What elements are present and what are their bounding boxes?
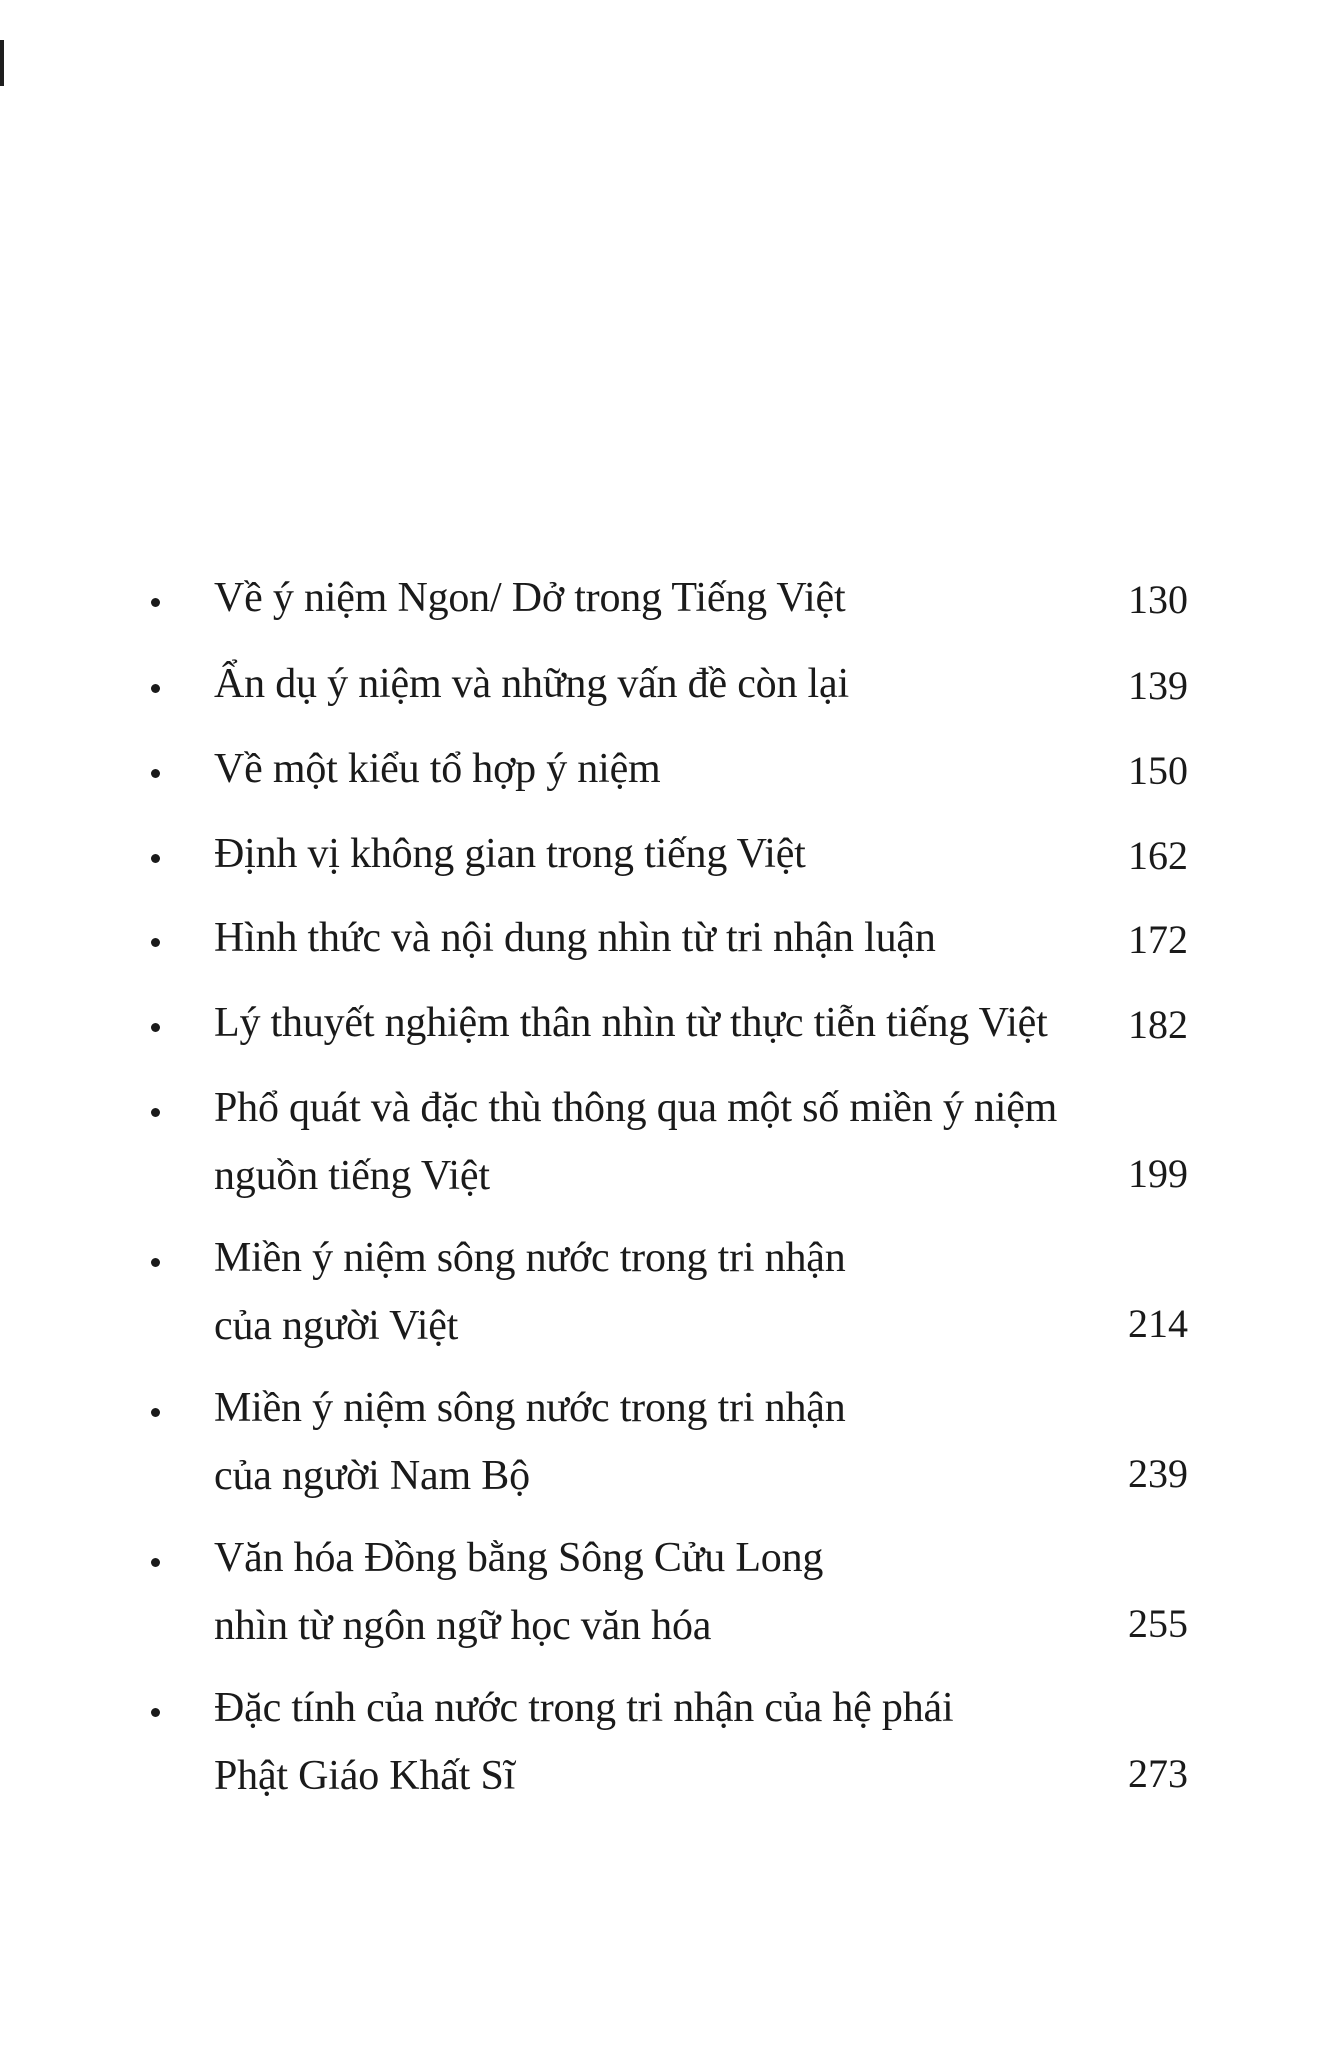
toc-entry-title-continued: nguồn tiếng Việt xyxy=(214,1153,490,1199)
toc-entry-title: Phổ quát và đặc thù thông qua một số miền ý niệm xyxy=(214,1085,1058,1131)
bullet-icon xyxy=(151,854,160,863)
bullet-icon xyxy=(151,938,160,947)
bullet-icon xyxy=(151,684,160,693)
toc-entry-title-continued: của người Việt xyxy=(214,1303,459,1349)
toc-entry-title-continued: nhìn từ ngôn ngữ học văn hóa xyxy=(214,1603,712,1649)
toc-entry-title: Về một kiểu tổ hợp ý niệm xyxy=(214,746,661,792)
toc-entry-title: Ẩn dụ ý niệm và những vấn đề còn lại xyxy=(214,661,849,707)
bullet-icon xyxy=(151,1108,160,1117)
toc-entry-page: 150 xyxy=(1128,748,1188,793)
toc-entry-page: 182 xyxy=(1128,1002,1188,1047)
bullet-icon xyxy=(151,1023,160,1032)
toc-entry-title-continued: Phật Giáo Khất Sĩ xyxy=(214,1753,516,1799)
toc-entry-page: 255 xyxy=(1128,1601,1188,1646)
toc-entry-page: 199 xyxy=(1128,1151,1188,1196)
toc-entry-page: 172 xyxy=(1128,917,1188,962)
bullet-icon xyxy=(151,1558,160,1567)
bullet-icon xyxy=(151,598,160,607)
toc-entry-title: Về ý niệm Ngon/ Dở trong Tiếng Việt xyxy=(214,575,846,621)
toc-entry-title: Lý thuyết nghiệm thân nhìn từ thực tiễn tiếng Việt xyxy=(214,1000,1048,1046)
bullet-icon xyxy=(151,1258,160,1267)
toc-entry-page: 139 xyxy=(1128,663,1188,708)
toc-entry-page: 130 xyxy=(1128,577,1188,622)
toc-entry-title-continued: của người Nam Bộ xyxy=(214,1453,530,1499)
toc-entry-title: Miền ý niệm sông nước trong tri nhận xyxy=(214,1235,846,1281)
toc-entry-title: Văn hóa Đồng bằng Sông Cửu Long xyxy=(214,1535,824,1581)
toc-entry-title: Miền ý niệm sông nước trong tri nhận xyxy=(214,1385,846,1431)
bullet-icon xyxy=(151,1708,160,1717)
toc-entry-page: 273 xyxy=(1128,1751,1188,1796)
toc-entry-page: 162 xyxy=(1128,833,1188,878)
bullet-icon xyxy=(151,769,160,778)
toc-entry-title: Đặc tính của nước trong tri nhận của hệ phái xyxy=(214,1685,954,1731)
toc-entry-page: 239 xyxy=(1128,1451,1188,1496)
toc-entry-page: 214 xyxy=(1128,1301,1188,1346)
toc-entry-title: Định vị không gian trong tiếng Việt xyxy=(214,831,806,877)
toc-entry-title: Hình thức và nội dung nhìn từ tri nhận luận xyxy=(214,915,936,961)
bullet-icon xyxy=(151,1408,160,1417)
